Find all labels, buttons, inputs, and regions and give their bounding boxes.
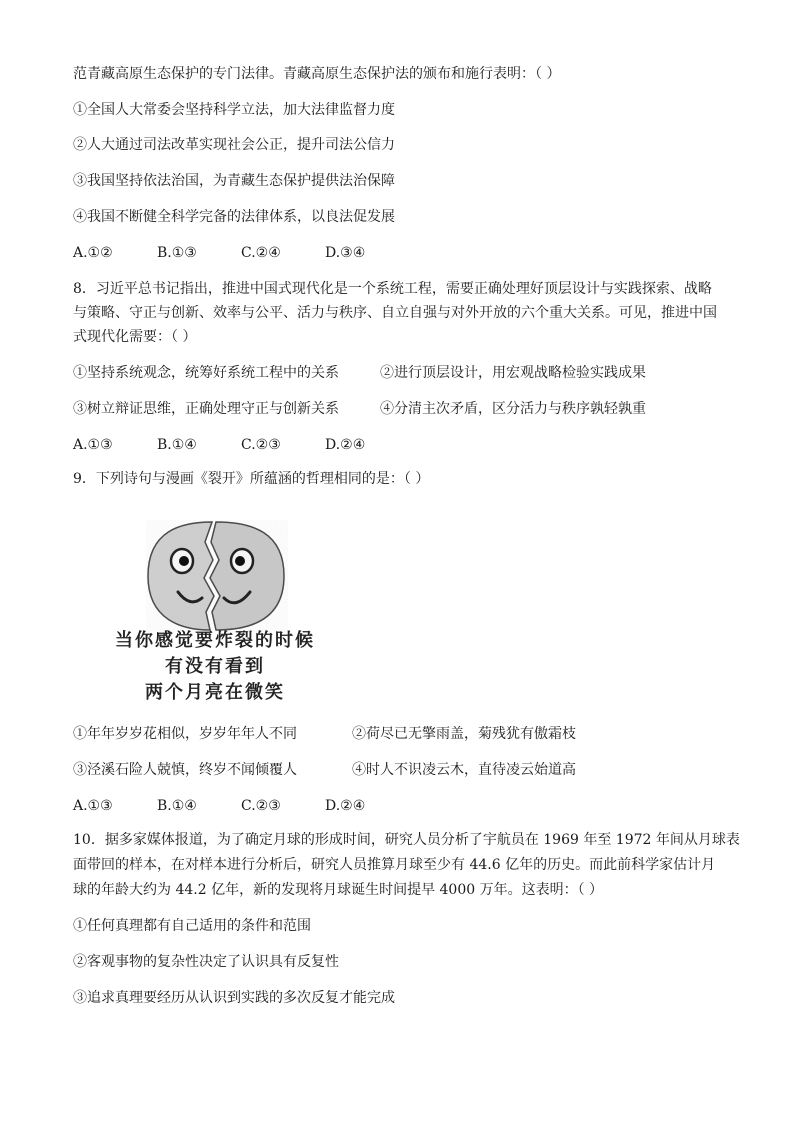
q9-options xyxy=(73,796,409,816)
q7-options xyxy=(73,243,409,263)
q9-option-b[interactable]: B.①④ xyxy=(157,798,197,814)
q10-item-2: ②客观事物的复杂性决定了认识具有反复性 xyxy=(73,954,339,970)
q7-item-3: ③我国坚持依法治国，为青藏生态保护提供法治保障 xyxy=(73,173,395,189)
q7-stem-end: 范青藏高原生态保护的专门法律。青藏高原生态保护法的颁布和施行表明：（ ） xyxy=(73,66,561,82)
q9-item-4: ④时人不识凌云木，直待凌云始道高 xyxy=(352,762,576,778)
q10-stem-line-3: 球的年龄大约为 44.2 亿年，新的发现将月球诞生时间提早 4000 万年。这表明：（ ） xyxy=(73,882,604,898)
q8-item-1: ①坚持系统观念，统筹好系统工程中的关系 xyxy=(73,365,339,381)
q10-item-3: ③追求真理要经历从认识到实践的多次反复才能完成 xyxy=(73,990,395,1006)
q9-item-2: ②荷尽已无擎雨盖，菊残犹有傲霜枝 xyxy=(352,726,576,742)
q7-item-2: ②人大通过司法改革实现社会公正，提升司法公信力 xyxy=(73,137,395,153)
split-moon-face-icon xyxy=(86,516,348,636)
q8-stem-line-2: 与策略、守正与创新、效率与公平、活力与秩序、自立自强与对外开放的六个重大关系。可见，推进中国 xyxy=(73,305,717,321)
q7-option-b[interactable]: B.①③ xyxy=(157,245,197,261)
cartoon-caption-line-3: 两个月亮在微笑 xyxy=(145,682,285,703)
q7-option-d[interactable]: D.③④ xyxy=(325,245,366,261)
q9-stem: 9．下列诗句与漫画《裂开》所蕴涵的哲理相同的是：（ ） xyxy=(73,471,430,487)
q7-item-1: ①全国人大常委会坚持科学立法，加大法律监督力度 xyxy=(73,102,395,118)
q9-item-1: ①年年岁岁花相似，岁岁年年人不同 xyxy=(73,726,297,742)
q7-item-4: ④我国不断健全科学完备的法律体系，以良法促发展 xyxy=(73,209,395,225)
q8-item-4: ④分清主次矛盾，区分活力与秩序孰轻孰重 xyxy=(380,401,646,417)
q9-option-c[interactable]: C.②③ xyxy=(241,798,281,814)
q10-stem-line-2: 面带回的样本，在对样本进行分析后，研究人员推算月球至少有 44.6 亿年的历史。而此前科学家估计月 xyxy=(73,857,716,873)
q8-stem-line-1: 8．习近平总书记指出，推进中国式现代化是一个系统工程，需要正确处理好顶层设计与实践探索、战略 xyxy=(73,281,712,297)
q8-stem-line-3: 式现代化需要：（ ） xyxy=(73,329,197,345)
cartoon-caption-line-2: 有没有看到 xyxy=(165,656,265,677)
q10-item-1: ①任何真理都有自己适用的条件和范围 xyxy=(73,918,311,934)
cartoon-caption-line-1: 当你感觉要炸裂的时候 xyxy=(115,630,315,651)
q8-option-d[interactable]: D.②④ xyxy=(325,437,366,453)
q9-option-a[interactable]: A.①③ xyxy=(73,798,113,814)
q8-options xyxy=(73,435,409,455)
q9-item-3: ③泾溪石险人兢慎，终岁不闻倾覆人 xyxy=(73,762,297,778)
q8-item-2: ②进行顶层设计，用宏观战略检验实践成果 xyxy=(380,365,646,381)
q8-option-a[interactable]: A.①③ xyxy=(73,437,113,453)
q9-option-d[interactable]: D.②④ xyxy=(325,798,366,814)
q7-option-c[interactable]: C.②④ xyxy=(241,245,281,261)
q8-item-3: ③树立辩证思维，正确处理守正与创新关系 xyxy=(73,401,339,417)
q8-option-c[interactable]: C.②③ xyxy=(241,437,281,453)
q8-option-b[interactable]: B.①④ xyxy=(157,437,197,453)
q7-option-a[interactable]: A.①② xyxy=(73,245,113,261)
q10-stem-line-1: 10．据多家媒体报道，为了确定月球的形成时间，研究人员分析了宇航员在 1969 年至 1972 年间从月球表 xyxy=(73,832,740,848)
